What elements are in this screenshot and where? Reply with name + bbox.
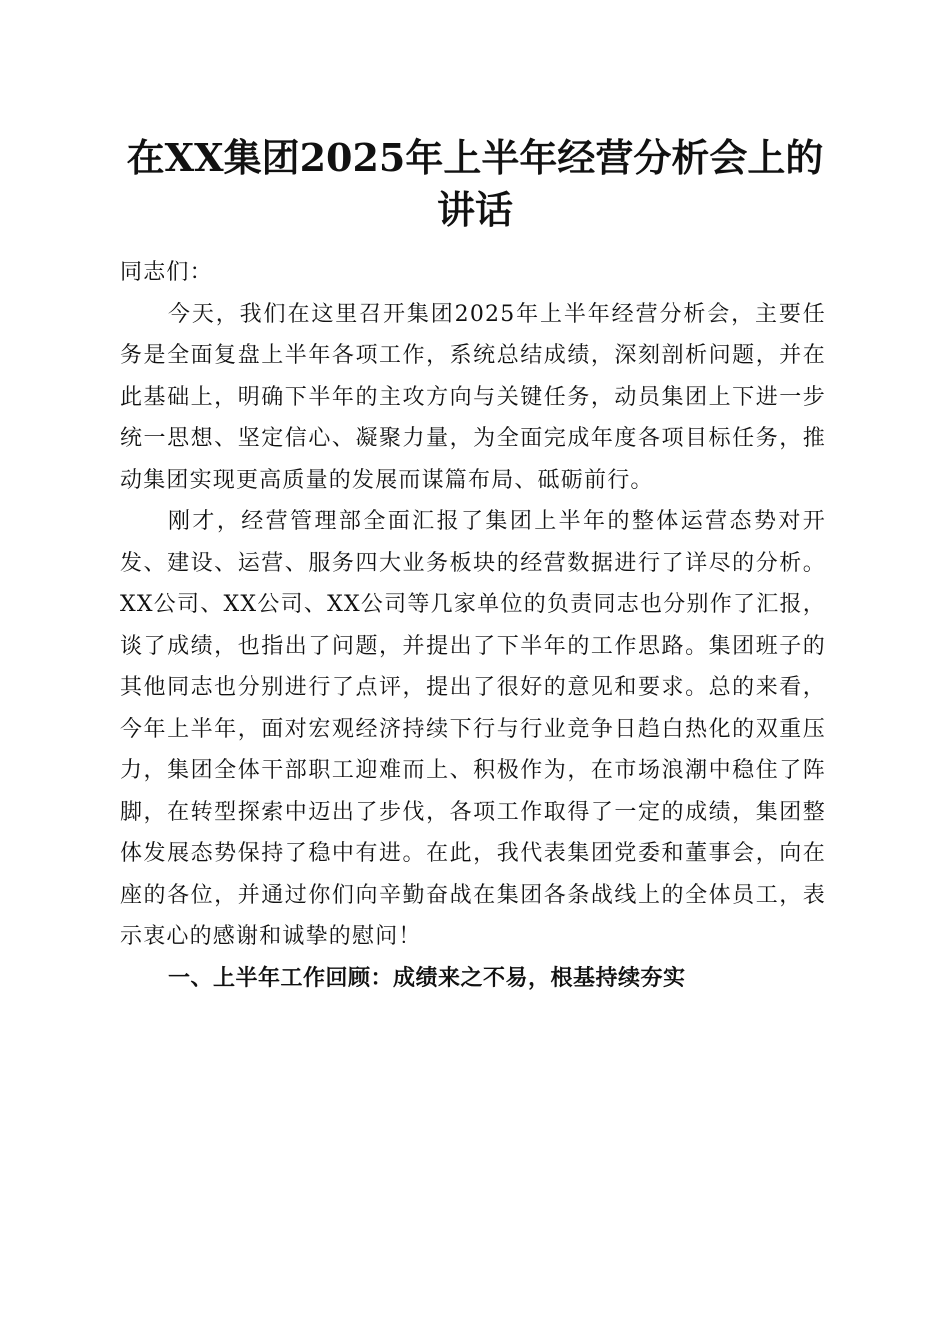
salutation: 同志们： <box>120 260 213 285</box>
document-title: 在XX集团2025年上半年经营分析会上的讲话 <box>126 135 824 232</box>
paragraph-opening: 今天，我们在这里召开集团2025年上半年经营分析会，主要任务是全面复盘上半年各项工作，系统总结成绩，深刻剖析问题，并在此基础上，明确下半年的主攻方向与关键任务，动员集团上下进一步统一思想、坚定信心、凝聚力量，为全面完成年度各项目标任务，推动集团实现更高质量的发展而谋篇布局、砥砺前行。 <box>120 301 826 493</box>
document-body <box>120 252 826 999</box>
section-heading: 一、上半年工作回顾：成绩来之不易，根基持续夯实 <box>168 965 686 991</box>
paragraph-summary: 刚才，经营管理部全面汇报了集团上半年的整体运营态势对开发、建设、运营、服务四大业务板块的经营数据进行了详尽的分析。XX公司、XX公司、XX公司等几家单位的负责同志也分别作了汇报，谈了成绩，也指出了问题，并提出了下半年的工作思路。集团班子的其他同志也分别进行了点评，提出了很好的意见和要求。总的来看，今年上半年，面对宏观经济持续下行与行业竞争日趋白热化的双重压力，集团全体干部职工迎难而上、积极作为，在市场浪潮中稳住了阵脚，在转型探索中迈出了步伐，各项工作取得了一定的成绩，集团整体发展态势保持了稳中有进。在此，我代表集团党委和董事会，向在座的各位，并通过你们向辛勤奋战在集团各条战线上的全体员工，表示衷心的感谢和诚挚的慰问！ <box>120 509 826 949</box>
